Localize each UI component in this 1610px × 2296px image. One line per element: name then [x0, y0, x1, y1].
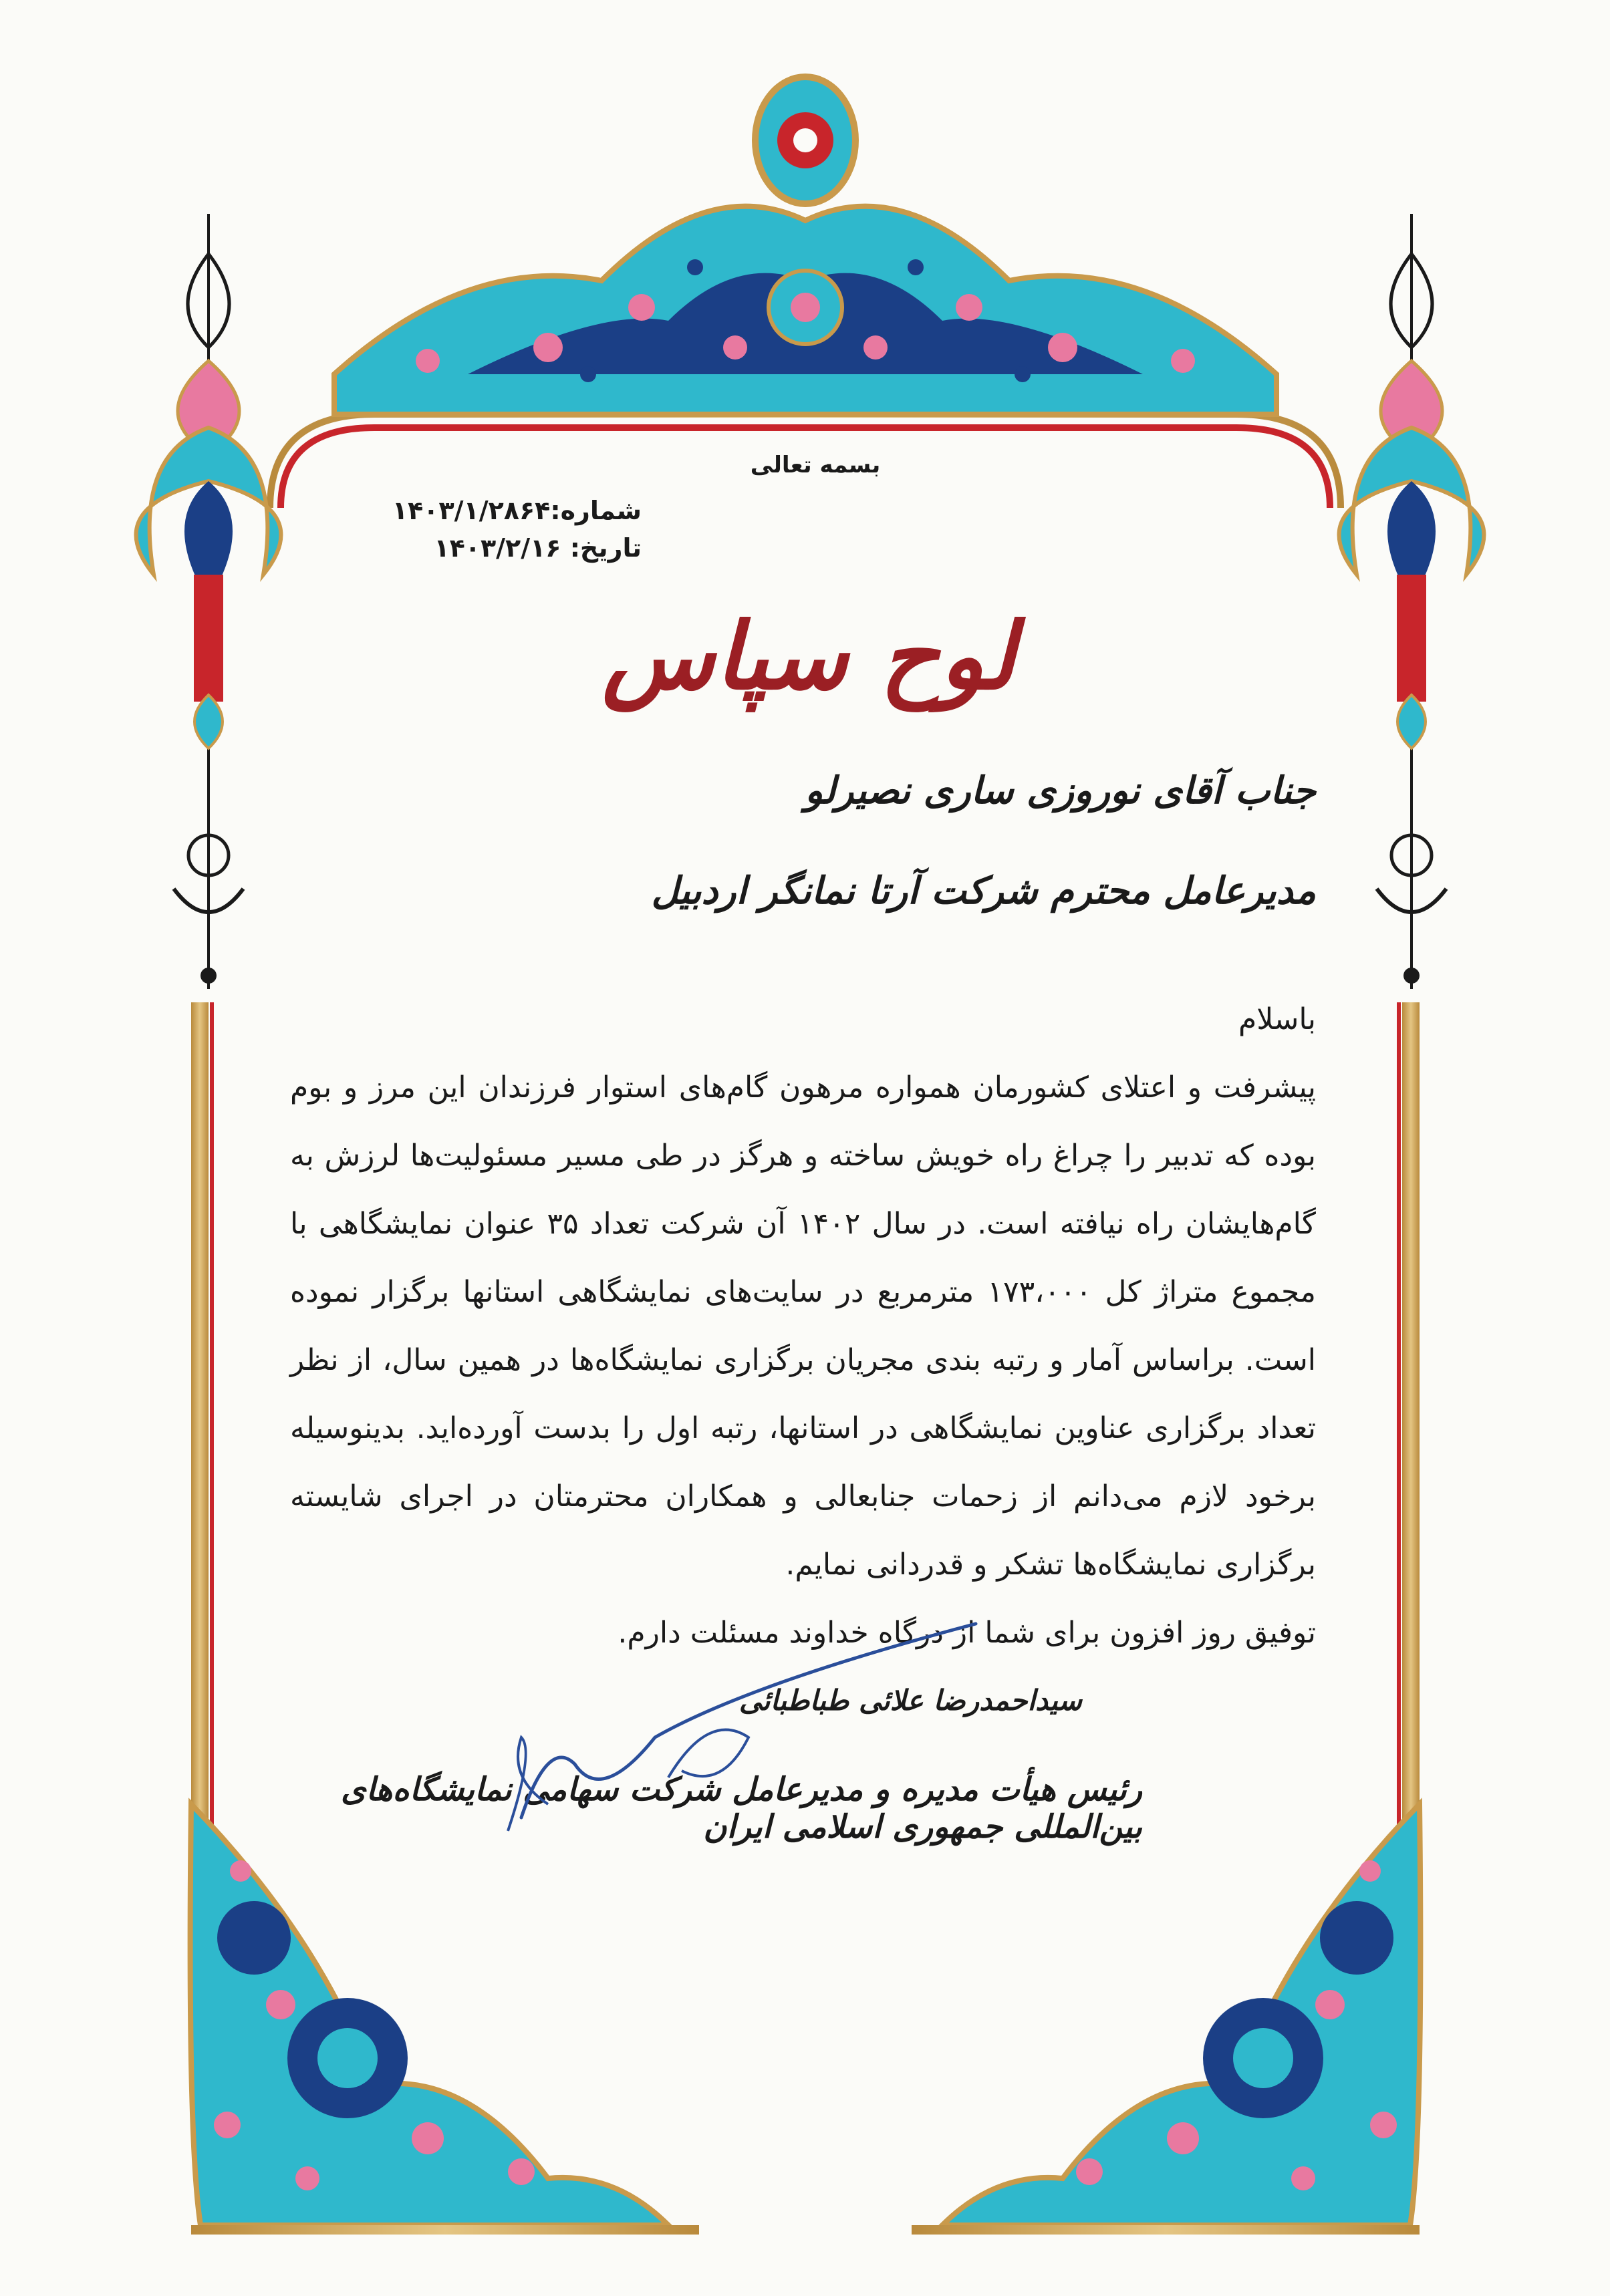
letter-number: شماره:۱۴۰۳/۱/۲۸۶۴ — [392, 496, 642, 525]
right-finial-ornament — [1339, 214, 1484, 989]
greeting: باسلام — [1238, 1002, 1316, 1036]
recipient-position: مدیرعامل محترم شرکت آرتا نمانگر اردبیل — [651, 869, 1316, 913]
bottom-left-corner-ornament — [190, 1804, 699, 2235]
body-paragraph: پیشرفت و اعتلای کشورمان همواره مرهون گام‌های استوار فرزندان این مرز و بوم بوده که تدبیر را چراغ راه خویش ساخته و هرگز در طی مسیر مسئولیت‌ها لرزش به گام‌هایشان راه نیافته است. در سال ۱۴۰۲ آن شرکت تعداد ۳۵ عنوان نمایشگاهی با مجموع متراژ کل ۱۷۳،۰۰۰ مترمربع در سایت‌های نمایشگاهی استانها برگزار نموده است. براساس آمار و رتبه بندی مجریان برگزاری نمایشگاه‌ها در همین سال، از نظر تعداد برگزاری عناوین نمایشگاهی در استانها، رتبه اول را بدست آورده‌اید. بدینوسیله برخود لازم می‌دانم از زحمات جنابعالی و همکاران محترمتان در اجرای شایسته برگزاری نمایشگاه‌ها تشکر و قدردانی نمایم. — [290, 1070, 1317, 1582]
recipient-name: جناب آقای نوروزی ساری نصیرلو — [805, 768, 1316, 813]
top-crown-ornament — [334, 77, 1277, 414]
right-border — [1397, 1002, 1420, 1938]
bottom-right-corner-ornament — [912, 1804, 1420, 2235]
closing-line: توفیق روز افزون برای شما از درگاه خداوند مسئلت دارم. — [618, 1616, 1316, 1650]
left-finial-ornament — [136, 214, 281, 989]
certificate-title: لوح سپاس — [601, 601, 1016, 710]
basmala-heading: بسمه تعالی — [750, 452, 881, 478]
signer-name: سیداحمدرضا علائی طباطبائی — [739, 1684, 1082, 1717]
signer-title: رئیس هیأت مدیره و مدیرعامل شرکت سهامی نمایشگاه‌های بین‌المللی جمهوری اسلامی ایران — [340, 1771, 1142, 1846]
letter-date: تاریخ: ۱۴۰۳/۲/۱۶ — [434, 533, 642, 563]
letter-body — [290, 986, 1316, 1667]
